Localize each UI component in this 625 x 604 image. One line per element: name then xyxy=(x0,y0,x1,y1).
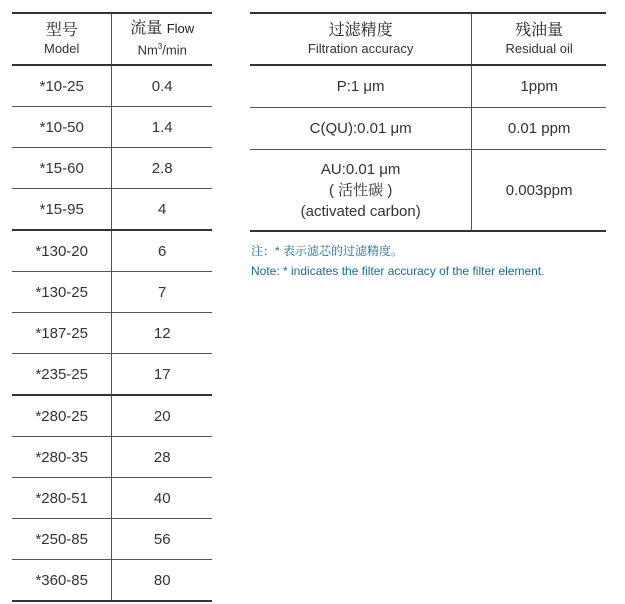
residual-oil-cell: 0.003ppm xyxy=(472,150,606,232)
flow-column-header xyxy=(112,13,212,65)
model-cell: *15-95 xyxy=(12,189,112,231)
flow-table-header xyxy=(12,13,212,65)
accuracy-cell xyxy=(250,65,472,108)
oil-header-en: Residual oil xyxy=(505,41,573,56)
model-cell: *130-25 xyxy=(12,272,112,313)
note-english: Note: * indicates the filter accuracy of the filter element. xyxy=(251,264,545,278)
model-cell: *10-50 xyxy=(12,107,112,148)
flow-table-row xyxy=(12,560,212,602)
flow-table-body xyxy=(12,65,212,601)
flow-header-cn: 流量 xyxy=(130,20,163,38)
flow-cell: 0.4 xyxy=(112,65,212,107)
oil-column-header xyxy=(472,13,606,65)
flow-table-row xyxy=(12,437,212,478)
accuracy-header-cn: 过滤精度 xyxy=(328,22,393,39)
flow-table-row xyxy=(12,189,212,231)
flow-cell: 4 xyxy=(112,189,212,231)
flow-cell: 7 xyxy=(112,272,212,313)
model-cell: *130-20 xyxy=(12,230,112,272)
model-cell: *280-35 xyxy=(12,437,112,478)
flow-unit-tail: /min xyxy=(162,42,187,58)
flow-table-row xyxy=(12,354,212,396)
flow-table-row xyxy=(12,519,212,560)
accuracy-line: P:1 μm xyxy=(336,78,385,95)
flow-cell: 28 xyxy=(112,437,212,478)
model-header-en: Model xyxy=(44,41,80,56)
model-cell: *235-25 xyxy=(12,354,112,396)
flow-cell: 20 xyxy=(112,395,212,437)
flow-cell: 17 xyxy=(112,354,212,396)
flow-unit-sup: 3 xyxy=(157,42,163,52)
model-cell: *280-25 xyxy=(12,395,112,437)
oil-header-cn: 残油量 xyxy=(515,22,564,39)
accuracy-header-en: Filtration accuracy xyxy=(307,41,414,56)
flow-cell: 80 xyxy=(112,560,212,602)
accuracy-line: ( 活性碳 ) xyxy=(328,181,393,199)
model-cell: *15-60 xyxy=(12,148,112,189)
note-chinese: 注：* 表示滤芯的过滤精度。 xyxy=(251,244,404,258)
flow-table-row xyxy=(12,107,212,148)
flow-unit-base: Nm xyxy=(137,42,158,58)
oil-table-row xyxy=(250,108,606,150)
model-cell: *360-85 xyxy=(12,560,112,602)
residual-oil-cell: 1ppm xyxy=(472,65,606,108)
flow-table-row xyxy=(12,395,212,437)
oil-table-header xyxy=(250,13,606,65)
oil-table xyxy=(250,12,606,232)
flow-cell: 12 xyxy=(112,313,212,354)
flow-cell: 6 xyxy=(112,230,212,272)
flow-table-row xyxy=(12,272,212,313)
accuracy-cell xyxy=(250,108,472,150)
flow-table-row xyxy=(12,478,212,519)
accuracy-line: C(QU):0.01 μm xyxy=(309,120,412,137)
flow-cell: 2.8 xyxy=(112,148,212,189)
accuracy-line: (activated carbon) xyxy=(300,202,421,220)
model-header-cn: 型号 xyxy=(45,22,78,39)
oil-table-body xyxy=(250,65,606,231)
model-cell: *10-25 xyxy=(12,65,112,107)
residual-oil-cell: 0.01 ppm xyxy=(472,108,606,150)
accuracy-cell xyxy=(250,150,472,232)
flow-table-row xyxy=(12,65,212,107)
model-cell: *250-85 xyxy=(12,519,112,560)
flow-header-en: Flow xyxy=(166,21,195,37)
flow-cell: 56 xyxy=(112,519,212,560)
flow-table xyxy=(12,12,212,602)
flow-table-row xyxy=(12,148,212,189)
model-cell: *280-51 xyxy=(12,478,112,519)
flow-table-row xyxy=(12,313,212,354)
flow-cell: 40 xyxy=(112,478,212,519)
flow-cell: 1.4 xyxy=(112,107,212,148)
oil-table-row xyxy=(250,65,606,108)
model-column-header xyxy=(12,13,112,65)
model-cell: *187-25 xyxy=(12,313,112,354)
flow-table-row xyxy=(12,230,212,272)
accuracy-line: AU:0.01 μm xyxy=(320,160,401,178)
flow-unit xyxy=(112,39,212,58)
oil-table-row xyxy=(250,150,606,232)
accuracy-column-header xyxy=(250,13,472,65)
